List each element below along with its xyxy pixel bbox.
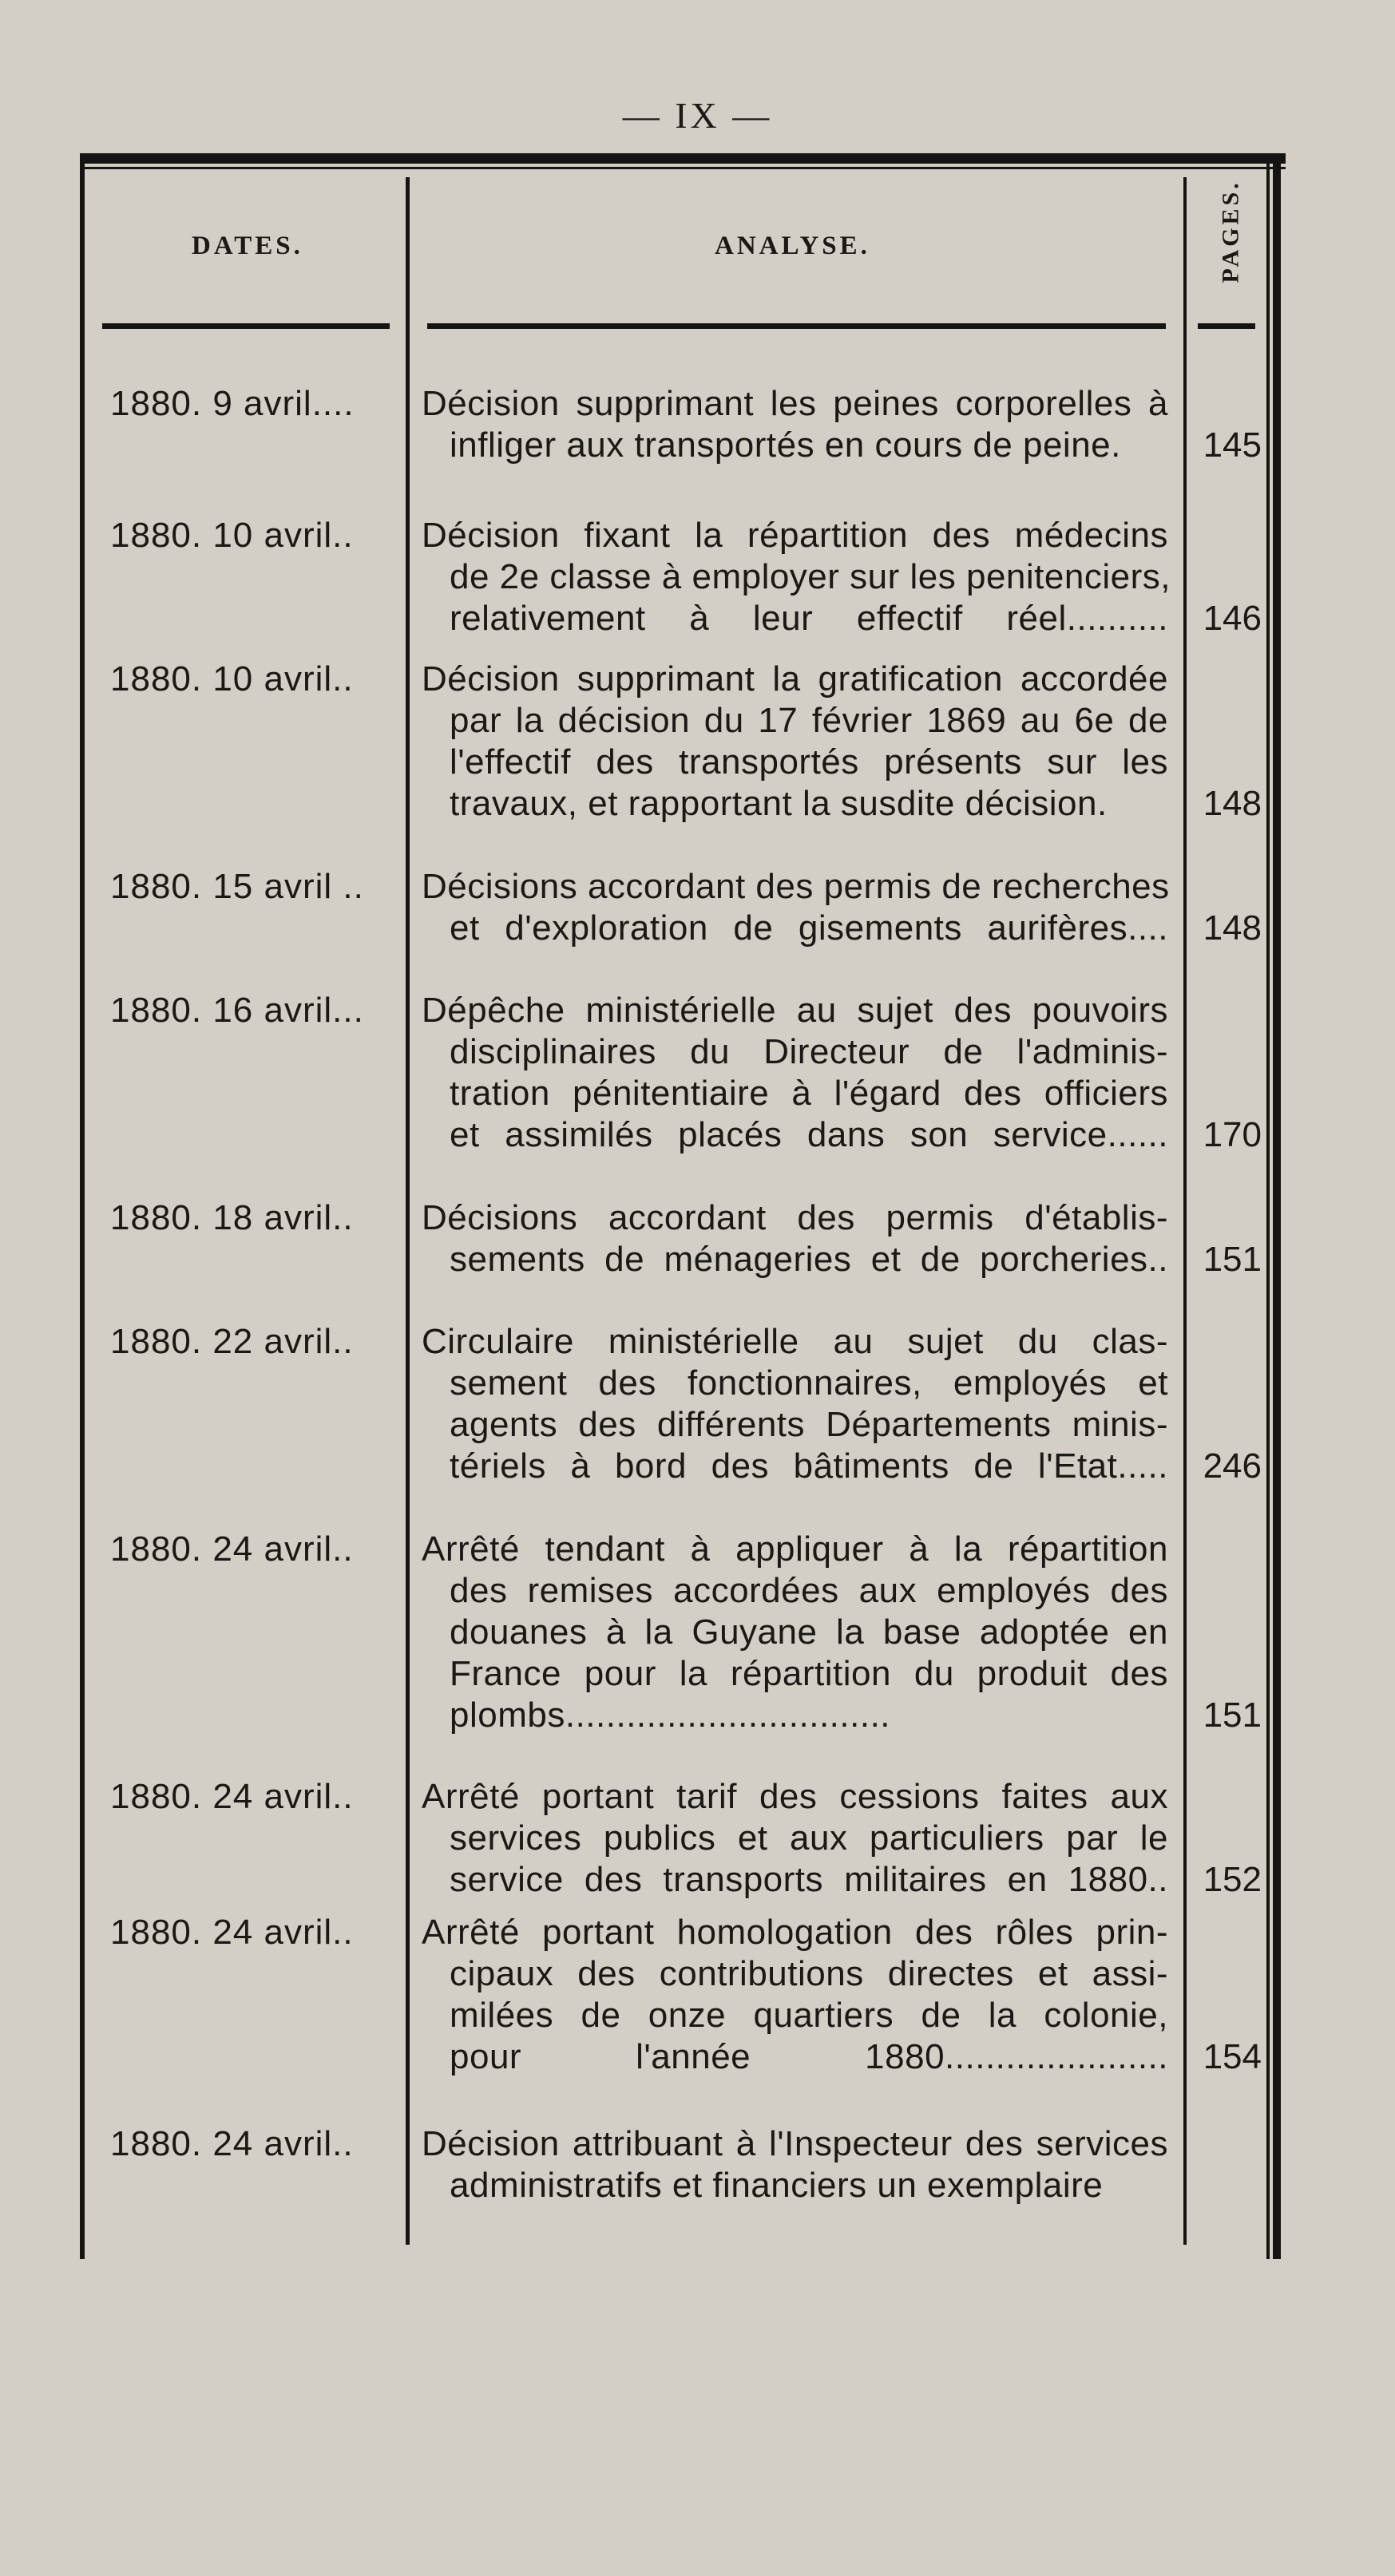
entry-analyse-line: Arrêté portant tarif des cessions faites aux — [422, 1777, 1168, 1816]
entry-date: 1880. 22 avril.. — [110, 1322, 354, 1361]
entry-page: 152 — [1203, 1860, 1262, 1899]
entry-analyse-line: Arrêté portant homologation des rôles prin- — [422, 1913, 1168, 1952]
entry-date: 1880. 16 avril... — [110, 991, 364, 1030]
entry-page: 148 — [1203, 784, 1262, 823]
entry-analyse — [422, 1321, 1168, 1487]
entry-analyse — [422, 1912, 1168, 2078]
entry-analyse — [422, 515, 1171, 639]
entry-analyse-line: plombs................................ — [450, 1696, 891, 1735]
entry-analyse — [422, 2123, 1168, 2206]
entry-date: 1880. 24 avril.. — [110, 1913, 354, 1952]
entry-analyse-line: disciplinaires du Directeur de l'adminis- — [450, 1032, 1168, 1071]
pages-header: PAGES. — [1218, 180, 1245, 283]
entry-date: 1880. 24 avril.. — [110, 1777, 354, 1816]
entry-page: 145 — [1203, 425, 1262, 465]
entry-date: 1880. 10 avril.. — [110, 659, 354, 698]
entry-analyse — [422, 866, 1168, 949]
analyse-header: ANALYSE. — [715, 231, 870, 260]
entry-analyse-line: service des transports militaires en 1880.. — [450, 1860, 1168, 1899]
entry-analyse — [422, 1197, 1168, 1280]
left-border — [80, 160, 85, 2259]
entry-analyse-line: relativement à leur effectif réel.......... — [450, 599, 1168, 638]
entry-date: 1880. 24 avril.. — [110, 1529, 354, 1569]
entry-analyse — [422, 1776, 1168, 1901]
entry-analyse-line: Dépêche ministérielle au sujet des pouvoirs — [422, 991, 1168, 1030]
entry-page: 151 — [1203, 1240, 1262, 1279]
entry-analyse-line: cipaux des contributions directes et assi- — [450, 1954, 1168, 1993]
pages-header-cell — [1207, 180, 1255, 283]
entry-analyse-line: milées de onze quartiers de la colonie, — [450, 1996, 1168, 2035]
top-rule — [80, 153, 1286, 164]
analyse-header-rule — [427, 323, 1166, 329]
entry-analyse-line: agents des différents Départements minis- — [450, 1405, 1168, 1444]
entry-analyse-line: sements de ménageries et de porcheries.. — [450, 1240, 1168, 1279]
entry-date: 1880. 24 avril.. — [110, 2124, 354, 2163]
page-number: — IX — — [622, 95, 773, 136]
entry-analyse-line: Décision supprimant les peines corporelles à — [422, 384, 1168, 423]
dates-column-divider — [406, 177, 410, 2245]
entry-date: 1880. 18 avril.. — [110, 1198, 354, 1237]
entry-page: 154 — [1203, 2037, 1262, 2076]
entry-analyse-line: services publics et aux particuliers par le — [450, 1818, 1168, 1858]
entry-page: 151 — [1203, 1696, 1262, 1735]
entry-analyse-line: et d'exploration de gisements aurifères.... — [450, 908, 1168, 948]
entry-date: 1880. 15 avril .. — [110, 867, 364, 906]
pages-column-divider — [1183, 177, 1187, 2245]
right-inner-border — [1266, 164, 1270, 2259]
entry-page: 170 — [1203, 1115, 1262, 1154]
entry-analyse-line: pour l'année 1880...................... — [450, 2037, 1168, 2076]
entry-analyse-line: Circulaire ministérielle au sujet du clas- — [422, 1322, 1168, 1361]
entry-page: 148 — [1203, 908, 1262, 948]
entry-analyse-line: par la décision du 17 février 1869 au 6e de — [450, 701, 1168, 740]
entry-analyse-line: travaux, et rapportant la susdite décision. — [450, 784, 1108, 823]
entry-analyse-line: Décisions accordant des permis d'établis- — [422, 1198, 1168, 1237]
entry-date: 1880. 9 avril.... — [110, 384, 355, 423]
entry-analyse-line: et assimilés placés dans son service...... — [450, 1115, 1168, 1154]
entry-analyse — [422, 383, 1168, 466]
entry-analyse-line: tériels à bord des bâtiments de l'Etat..... — [450, 1446, 1168, 1486]
entry-analyse-line: administratifs et financiers un exemplaire — [450, 2166, 1104, 2205]
entry-analyse-line: infliger aux transportés en cours de peine. — [450, 425, 1121, 465]
entry-analyse-line: Décision attribuant à l'Inspecteur des services — [422, 2124, 1168, 2163]
pages-header-rule — [1198, 323, 1255, 329]
entry-date: 1880. 10 avril.. — [110, 516, 354, 555]
entry-analyse-line: sement des fonctionnaires, employés et — [450, 1363, 1168, 1403]
entry-analyse-line: Décision supprimant la gratification accordée — [422, 659, 1168, 698]
entry-analyse-line: de 2e classe à employer sur les penitenciers, — [450, 557, 1171, 596]
entry-analyse — [422, 1529, 1168, 1736]
dates-header: DATES. — [192, 231, 303, 260]
entry-analyse — [422, 990, 1168, 1156]
entry-analyse-line: Arrêté tendant à appliquer à la répartition — [422, 1529, 1168, 1569]
dates-header-rule — [102, 323, 390, 329]
entry-page: 246 — [1203, 1446, 1262, 1486]
entry-analyse-line: l'effectif des transportés présents sur les — [450, 742, 1168, 782]
entry-analyse-line: des remises accordées aux employés des — [450, 1571, 1168, 1610]
right-border — [1273, 164, 1281, 2259]
entry-analyse-line: Décisions accordant des permis de recherches — [422, 867, 1170, 906]
entry-analyse-line: Décision fixant la répartition des médecins — [422, 516, 1168, 555]
entry-analyse-line: France pour la répartition du produit des — [450, 1654, 1168, 1693]
entry-analyse — [422, 659, 1168, 825]
entry-analyse-line: douanes à la Guyane la base adoptée en — [450, 1612, 1168, 1652]
entry-page: 146 — [1203, 599, 1262, 638]
entry-analyse-line: tration pénitentiaire à l'égard des officiers — [450, 1074, 1168, 1113]
top-rule-thin — [80, 167, 1286, 169]
